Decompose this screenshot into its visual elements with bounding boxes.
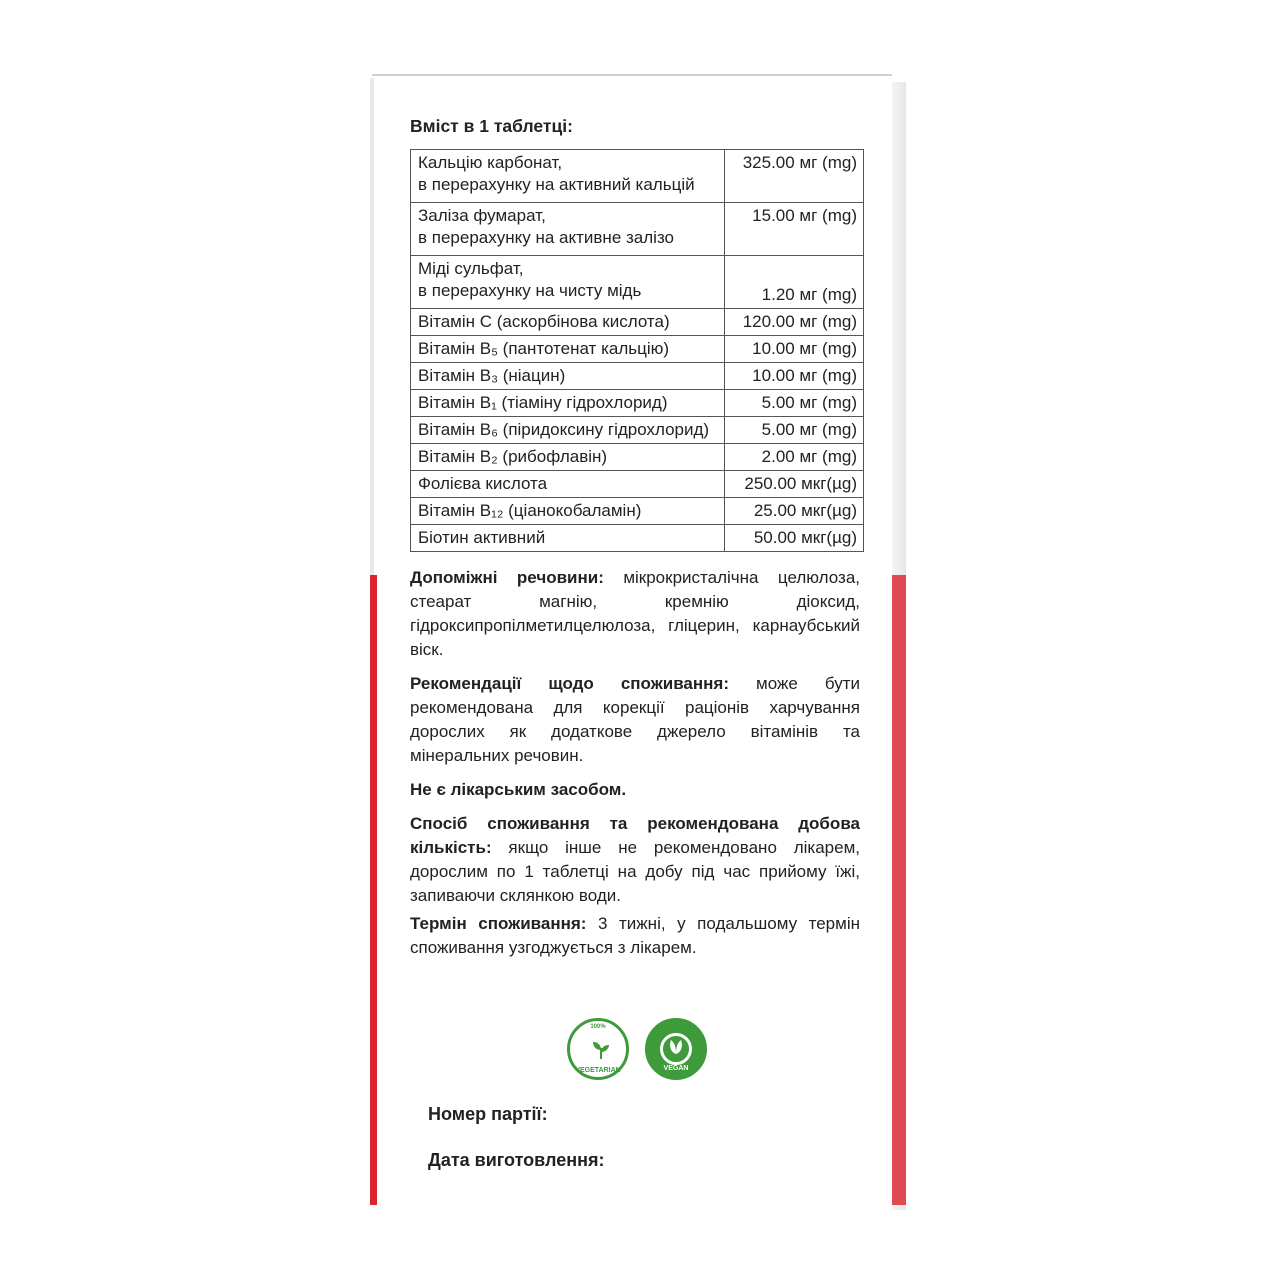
- batch-number-label: Номер партії:: [428, 1104, 548, 1124]
- recommendations-text: може бути рекомендована для корекції раціонів харчування дорослих як додаткове джерело вітамінів та мінеральних речовин.: [410, 674, 860, 765]
- table-row: [411, 150, 864, 203]
- composition-heading: Вміст в 1 таблетці:: [410, 116, 573, 136]
- vegetarian-badge-top-text: 100%: [590, 1024, 606, 1030]
- ingredient-amount: 50.00 мкг(µg): [725, 525, 864, 552]
- ingredient-name: Вітамін B₃ (ніацин): [411, 363, 725, 390]
- term-text: 3 тижні, у подальшому термін споживання узгоджується з лікарем.: [410, 914, 860, 957]
- ingredient-amount: 25.00 мкг(µg): [725, 498, 864, 525]
- ingredient-name: Вітамін B₅ (пантотенат кальцію): [411, 336, 725, 363]
- ingredient-amount: 1.20 мг (mg): [725, 256, 864, 309]
- ingredient-name: Фолієва кислота: [411, 471, 725, 498]
- vegetarian-badge: [567, 1018, 629, 1080]
- recommendations-paragraph: [410, 672, 860, 768]
- table-row: [411, 203, 864, 256]
- excipients-label: Допоміжні речовини:: [410, 568, 604, 587]
- ingredient-name: Вітамін С (аскорбінова кислота): [411, 309, 725, 336]
- ingredient-name: Вітамін B₆ (піридоксину гідрохлорид): [411, 417, 725, 444]
- usage-paragraph: [410, 812, 860, 908]
- not-medicine-text: Не є лікарським засобом.: [410, 780, 627, 799]
- table-row: [411, 363, 864, 390]
- table-row: [411, 390, 864, 417]
- ingredient-name: Кальцію карбонат, в перерахунку на активний кальцій: [411, 150, 725, 203]
- label-content: [410, 116, 860, 960]
- box-right-red-stripe: [892, 575, 906, 1205]
- ingredient-name: Вітамін B₁ (тіаміну гідрохлорид): [411, 390, 725, 417]
- table-row: [411, 309, 864, 336]
- manufacture-date-label: Дата виготовлення:: [428, 1150, 605, 1170]
- table-row: [411, 256, 864, 309]
- ingredient-amount: 5.00 мг (mg): [725, 417, 864, 444]
- ingredient-amount: 5.00 мг (mg): [725, 390, 864, 417]
- ingredient-name: Заліза фумарат, в перерахунку на активне залізо: [411, 203, 725, 256]
- ingredient-amount: 2.00 мг (mg): [725, 444, 864, 471]
- ingredient-amount: 120.00 мг (mg): [725, 309, 864, 336]
- table-row: [411, 444, 864, 471]
- composition-table: [410, 149, 864, 552]
- table-row: [411, 336, 864, 363]
- sprout-icon: [590, 1039, 612, 1061]
- ingredient-name: Міді сульфат, в перерахунку на чисту мідь: [411, 256, 725, 309]
- vegan-badge-text: VEGAN: [663, 1065, 689, 1072]
- ingredient-amount: 15.00 мг (mg): [725, 203, 864, 256]
- ingredient-amount: 325.00 мг (mg): [725, 150, 864, 203]
- ingredient-amount: 10.00 мг (mg): [725, 336, 864, 363]
- leaf-icon: [665, 1035, 687, 1057]
- not-medicine-note: [410, 778, 860, 802]
- table-row: [411, 471, 864, 498]
- ingredient-name: Вітамін B₁₂ (ціанокобаламін): [411, 498, 725, 525]
- table-row: [411, 525, 864, 552]
- term-paragraph: [410, 912, 860, 960]
- usage-label: Спосіб споживання та рекомендована добова кількість:: [410, 814, 860, 857]
- recommendations-label: Рекомендації щодо споживання:: [410, 674, 730, 693]
- box-left-red-stripe: [370, 575, 377, 1205]
- ingredient-amount: 10.00 мг (mg): [725, 363, 864, 390]
- usage-text: якщо інше не рекомендовано лікарем, дорослим по 1 таблетці на добу під час прийому їжі, запиваючи склянкою води.: [410, 838, 860, 905]
- excipients-text: мікрокристалічна целюлоза, стеарат магнію, кремнію діоксид, гідроксипропілметилцелюлоза, гліцерин, карнаубський віск.: [410, 568, 860, 659]
- ingredient-name: Біотин активний: [411, 525, 725, 552]
- table-row: [411, 417, 864, 444]
- box-left-edge: [370, 78, 374, 575]
- vegan-badge: [645, 1018, 707, 1080]
- ingredient-name: Вітамін B₂ (рибофлавін): [411, 444, 725, 471]
- certification-badges: [567, 1018, 707, 1080]
- vegetarian-badge-text: VEGETARIAN: [575, 1067, 621, 1074]
- ingredient-amount: 250.00 мкг(µg): [725, 471, 864, 498]
- excipients-paragraph: [410, 566, 860, 662]
- table-row: [411, 498, 864, 525]
- term-label: Термін споживання:: [410, 914, 587, 933]
